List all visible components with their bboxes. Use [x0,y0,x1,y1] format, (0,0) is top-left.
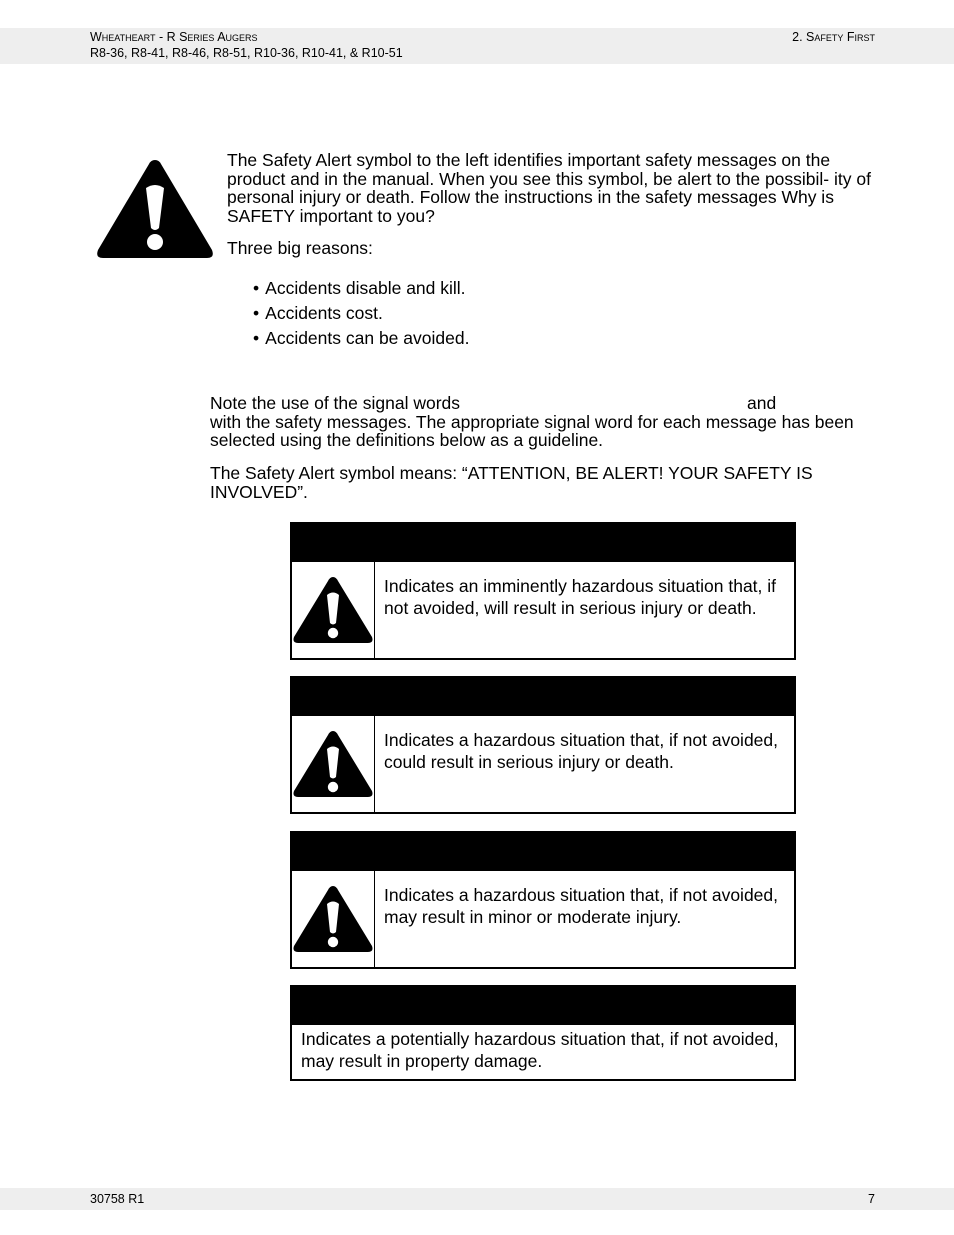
list-item: • Accidents disable and kill. [253,279,469,304]
intro-paragraph: The Safety Alert symbol to the left identifies important safety messages on the product and in the manual. When you see this symbol, be alert to the possibil- ity of personal injury or death. Follow the instructions in the safety messages Why is SAFETY important to you? [227,150,871,226]
signal-words-note [210,394,860,450]
caution-definition-box [290,831,796,969]
page-number: 7 [868,1192,875,1206]
definition-text: Indicates an imminently hazardous situation that, if not avoided, will result in serious injury or death. [384,576,777,618]
page-header [0,28,954,64]
alert-meaning: The Safety Alert symbol means: “ATTENTION, BE ALERT! YOUR SAFETY IS INVOLVED”. [210,463,813,502]
safety-alert-icon [95,156,215,260]
doc-number: 30758 R1 [90,1192,145,1206]
page-footer [0,1188,954,1210]
header-section: 2. Safety First [792,30,875,44]
header-title: Wheatheart - R Series Augers [90,30,258,44]
warning-triangle-icon [292,575,374,645]
definition-text: Indicates a hazardous situation that, if not avoided, may result in minor or moderate injury. [384,885,779,927]
list-item: • Accidents can be avoided. [253,329,469,354]
reasons-list [253,279,469,354]
danger-definition-box [290,522,796,660]
warning-triangle-icon [292,729,374,799]
warning-triangle-icon [292,884,374,954]
signal-word-bar [292,678,794,716]
note-and: and [747,393,777,413]
definition-text: Indicates a hazardous situation that, if not avoided, could result in serious injury or death. [384,730,779,772]
warning-definition-box [290,676,796,814]
signal-word-bar [292,524,794,562]
signal-word-bar [292,833,794,871]
note-start: Note the use of the signal words [210,393,461,413]
list-item: • Accidents cost. [253,304,469,329]
reasons-label: Three big reasons: [227,238,373,258]
header-models: R8-36, R8-41, R8-46, R8-51, R10-36, R10-41, & R10-51 [90,46,403,60]
notice-definition-box [290,985,796,1081]
definition-text: Indicates a potentially hazardous situation that, if not avoided, may result in property damage. [301,1029,779,1071]
signal-word-bar [292,987,794,1025]
note-rest: with the safety messages. The appropriate signal word for each message has been selected using the definitions below as a guideline. [210,411,854,450]
header-left [90,29,403,61]
